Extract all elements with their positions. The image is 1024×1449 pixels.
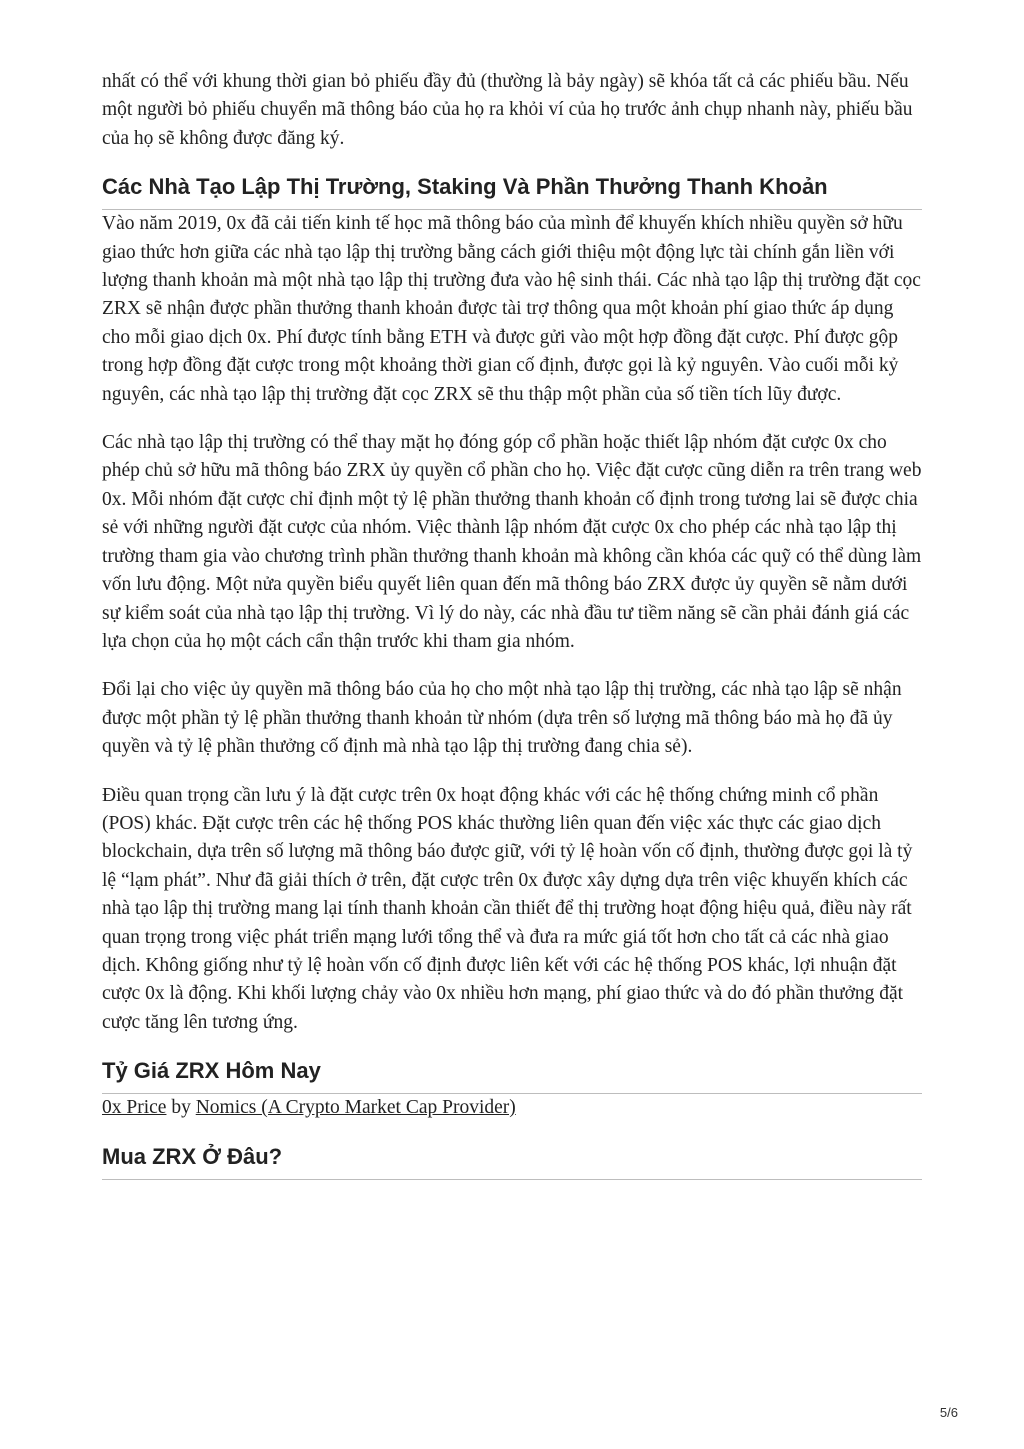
- nomics-provider-link[interactable]: Nomics (A Crypto Market Cap Provider): [195, 1097, 516, 1119]
- section-heading-where-to-buy: Mua ZRX Ở Đâu?: [102, 1143, 922, 1180]
- intro-paragraph: nhất có thể với khung thời gian bỏ phiếu đầy đủ (thường là bảy ngày) sẽ khóa tất cả các phiếu bầu. Nếu một người bỏ phiếu chuyển mã thông báo của họ ra khỏi ví của họ trước ảnh chụp nhanh này, phiếu bầu của họ sẽ không được đăng ký.: [102, 71, 913, 149]
- section-heading-zrx-price: Tỷ Giá ZRX Hôm Nay: [102, 1057, 922, 1094]
- price-widget-line: [102, 1094, 922, 1122]
- section-heading-market-makers: Các Nhà Tạo Lập Thị Trường, Staking Và Phần Thưởng Thanh Khoản: [102, 173, 922, 210]
- paragraph-staking-pools: Các nhà tạo lập thị trường có thể thay mặt họ đóng góp cổ phần hoặc thiết lập nhóm đặt cược 0x cho phép chủ sở hữu mã thông báo ZRX ủy quyền cổ phần cho họ. Việc đặt cược cũng diễn ra trên trang web 0x. Mỗi nhóm đặt cược chỉ định một tỷ lệ phần thưởng thanh khoản cố định trong tương lai sẽ được chia sẻ với những người đặt cược của nhóm. Việc thành lập nhóm đặt cược 0x cho phép các nhà tạo lập thị trường tham gia vào chương trình phần thưởng thanh khoản mà không cần khóa các quỹ có thể dùng làm vốn lưu động. Một nửa quyền biểu quyết liên quan đến mã thông báo ZRX được ủy quyền sẽ nằm dưới sự kiểm soát của nhà tạo lập thị trường. Vì lý do này, các nhà đầu tư tiềm năng sẽ cần phải đánh giá các lựa chọn của họ một cách cẩn thận trước khi tham gia nhóm.: [102, 432, 922, 652]
- paragraph-delegation-rewards: Đổi lại cho việc ủy quyền mã thông báo của họ cho một nhà tạo lập thị trường, các nhà tạo lập sẽ nhận được một phần tỷ lệ phần thưởng thanh khoản từ nhóm (dựa trên số lượng mã thông báo mà họ đã ủy quyền và tỷ lệ phần thưởng cố định mà nhà tạo lập thị trường đang chia sẻ).: [102, 679, 902, 758]
- zrx-price-link[interactable]: 0x Price: [102, 1097, 167, 1119]
- page-number: 5/6: [939, 1405, 958, 1420]
- paragraph-pos-comparison: Điều quan trọng cần lưu ý là đặt cược trên 0x hoạt động khác với các hệ thống chứng minh cổ phần (POS) khác. Đặt cược trên các hệ thống POS khác thường liên quan đến việc xác thực các giao dịch blockchain, dựa trên số lượng mã thông báo được giữ, với tỷ lệ hoàn vốn cố định, thường được gọi là tỷ lệ “lạm phát”. Như đã giải thích ở trên, đặt cược trên 0x được xây dựng dựa trên việc khuyến khích các nhà tạo lập thị trường mang lại tính thanh khoản cần thiết để thị trường hoạt động hiệu quả, điều này rất quan trọng trong việc phát triển mạng lưới tổng thể và đưa ra mức giá tốt hơn cho tất cả các nhà giao dịch. Không giống như tỷ lệ hoàn vốn cố định được liên kết với các hệ thống POS khác, lợi nhuận đặt cược 0x là động. Khi khối lượng chảy vào 0x nhiều hơn mạng, phí giao thức và do đó phần thưởng đặt cược tăng lên tương ứng.: [102, 784, 913, 1033]
- paragraph-staking-2019: Vào năm 2019, 0x đã cải tiến kinh tế học mã thông báo của mình để khuyến khích nhiều quyền sở hữu giao thức hơn giữa các nhà tạo lập thị trường bằng cách giới thiệu một động lực tài chính gắn liền với lượng thanh khoản mà một nhà tạo lập thị trường đưa vào hệ sinh thái. Các nhà tạo lập thị trường đặt cọc ZRX sẽ nhận được phần thưởng thanh khoản được tài trợ thông qua một khoản phí giao thức áp dụng cho mỗi giao dịch 0x. Phí được tính bằng ETH và được gửi vào một hợp đồng đặt cược. Phí được gộp trong hợp đồng đặt cược trong một khoảng thời gian cố định, được gọi là kỷ nguyên. Vào cuối mỗi kỷ nguyên, các nhà tạo lập thị trường đặt cọc ZRX sẽ thu thập một phần của số tiền tích lũy được.: [102, 213, 921, 405]
- by-label: by: [171, 1097, 191, 1119]
- article-page: [102, 68, 922, 1180]
